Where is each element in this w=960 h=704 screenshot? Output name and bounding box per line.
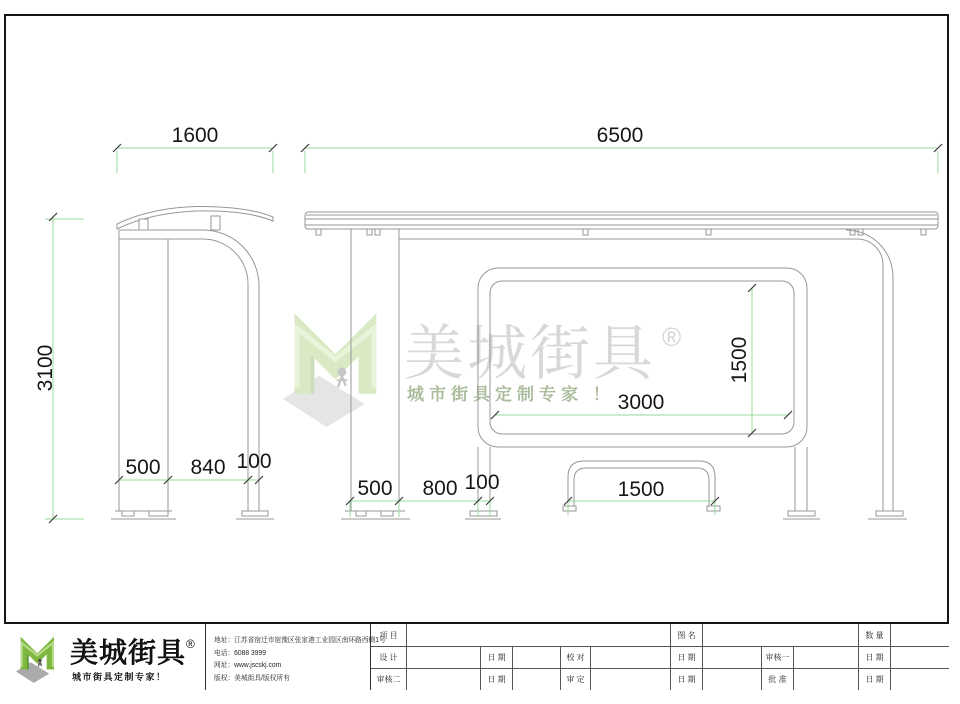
brand-registered-icon: ® (186, 637, 195, 651)
cell-approve-value (590, 669, 670, 690)
cell-date-value (702, 647, 761, 668)
logo-mark-icon (16, 629, 68, 685)
dim-front-b100: 100 (464, 471, 500, 494)
cell-review1-value (793, 647, 858, 668)
cell-date-value (890, 669, 949, 690)
dim-panel-height: 1500 (728, 336, 751, 384)
dim-front-b800: 800 (422, 477, 458, 500)
front-dimensions (305, 148, 938, 517)
watermark-tagline: 城市街具定制专家 ！ (407, 385, 615, 404)
contact-phone: 电话：6088 3999 (214, 649, 266, 657)
cell-quantity-value (890, 624, 949, 646)
cell-date-value (512, 669, 560, 690)
cell-review1-label: 审核一 (761, 647, 793, 668)
dim-side-width: 1600 (171, 124, 219, 147)
dim-side-b100: 100 (236, 450, 272, 473)
contact-copyright: 版权：美城街具/版权所有 (214, 674, 290, 682)
cell-proof-value (590, 647, 670, 668)
front-dim-labels (357, 124, 751, 501)
dim-panel-width: 3000 (617, 391, 665, 414)
cell-design-value (406, 647, 480, 668)
cell-proof-label: 校 对 (560, 647, 590, 668)
cell-drawname-label: 图 名 (670, 624, 702, 646)
cell-project-label: 项 目 (379, 630, 398, 640)
cell-date-label: 日 期 (480, 669, 512, 690)
cell-date-value (512, 647, 560, 668)
dim-side-b840: 840 (190, 456, 226, 479)
drawing-info-table (370, 624, 949, 690)
display-frame-outer (478, 268, 807, 447)
cell-date-value (890, 647, 949, 668)
cell-project-value (406, 624, 670, 646)
dim-front-width: 6500 (596, 124, 644, 147)
side-dim-labels (34, 124, 272, 479)
title-block (4, 622, 949, 690)
watermark-brand-text: 美城街具 (404, 320, 656, 387)
cell-review2-value (406, 669, 480, 690)
cell-date-label: 日 期 (858, 669, 890, 690)
cell-drawname-value (702, 624, 858, 646)
front-left-column (351, 229, 399, 511)
brand-tagline: 城市街具定制专家！ (72, 672, 167, 682)
contact-info (205, 624, 386, 690)
table-row (371, 624, 949, 646)
table-row (371, 646, 949, 668)
front-view (305, 212, 938, 519)
company-logo (4, 624, 205, 690)
registered-mark-icon: ® (662, 322, 685, 352)
brand-name: 美城街具 (70, 637, 187, 668)
contact-website: 网址：www.jscskj.com (214, 662, 282, 670)
cell-design-label: 设 计 (379, 653, 398, 662)
cell-date-value (702, 669, 761, 690)
cell-ratify-label: 批 准 (761, 669, 793, 690)
front-dim-ticks (301, 144, 942, 505)
dim-bench-width: 1500 (617, 478, 665, 501)
cell-quantity-label: 数 量 (858, 624, 890, 646)
cell-review2-label: 审核二 (376, 675, 401, 684)
table-row (371, 668, 949, 690)
cell-date-label: 日 期 (480, 647, 512, 668)
cell-date-label: 日 期 (670, 647, 702, 668)
cell-approve-label: 审 定 (560, 669, 590, 690)
dim-side-b500: 500 (125, 456, 161, 479)
contact-address: 地址：江苏省宿迁市宿豫区张家港工业园区南环路西侧1号 (214, 637, 386, 644)
dim-side-height: 3100 (34, 344, 57, 392)
cell-date-label: 日 期 (670, 669, 702, 690)
dim-front-b500: 500 (357, 477, 393, 500)
cell-date-label: 日 期 (858, 647, 890, 668)
front-right-support (846, 230, 893, 511)
brand-name-line (70, 631, 195, 671)
cell-ratify-value (793, 669, 858, 690)
